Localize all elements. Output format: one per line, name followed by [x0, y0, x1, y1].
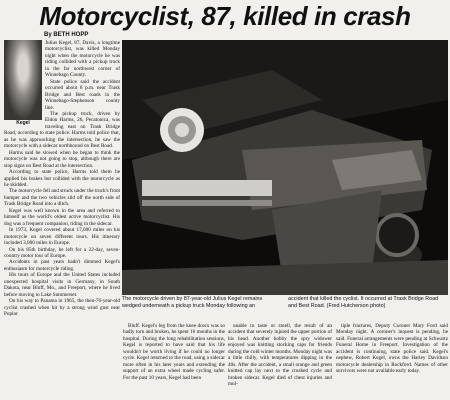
photo-caption-left: The motorcycle driven by 87-year-old Julius Kegel remains wedged underneath a pickup truck Monday following an [122, 296, 263, 309]
byline: By BETH HOPP [44, 32, 89, 38]
paragraph: Bluff. Kegel's leg from the knee down was so badly torn and broken, he spent 16 months in the hospital. During the long rehabilitation sessions, Kegel is reported to have said that his life wouldn't be worth living if he could no longer cycle. Kegel returned to the road, using a sidecar more often in his later years and extending the support of an extra wheel made cycling safer. For the past 10 years, Kegel had been [123, 323, 225, 381]
paragraph: tiple fractures, Deputy Coroner Mary Ford said Monday night. A coroner's inquest is pending, he said. Funeral arrangements were pending at Schwartz Funeral Home in Freeport. Investigation of the accident is continuing, state police said. Kegel's nephew, Robert Kegel, owns the Harley Davidson motorcycle dealership in Rockford. Names of other survivors were not available early today. [336, 323, 448, 375]
paragraph: Kegel was well known in the area and referred to himself as the world's oldest active motorcyclist. His dog was a frequent companion, riding in the sidecar. [4, 207, 120, 227]
photo-caption [122, 296, 448, 322]
paragraph: On his way to Panama in 1965, the then-76-year-old cyclist crashed when hit by a strong wind gust near Poplar [4, 298, 120, 318]
paragraph: State police said the accident occurred about 8 p.m. near Trask Bridge and Best roads in the Winnebago-Stephenson county line. [45, 78, 120, 111]
photo-caption-right: accident that killed the cyclist. It occurred at Trask Bridge Road and Best Road. (Fred Hutcherson photo) [288, 296, 439, 309]
headline: Motorcyclist, 87, killed in crash [39, 1, 411, 31]
paragraph: Julius Kegel, 87, Davis, a longtime motorcyclist, was killed Monday night when the motorcycle he was riding collided with a pickup truck in the far northwest corner of Winnebago County. [45, 40, 120, 79]
crash-photo-image [122, 40, 448, 295]
crash-photo [122, 40, 448, 295]
inset-portrait [4, 40, 42, 126]
kegel-portrait-image [4, 40, 42, 120]
paragraph: His tours of Europe and the United States included unexpected hospital visits in Germany, in South Dakota, near Bluff, Mo., and Freeport, where he lived before moving to Lake Summerset. [4, 272, 120, 298]
article-column-1 [4, 40, 120, 398]
inset-caption: Kegel [16, 120, 30, 126]
paragraph: Accidents in past years hadn't dimmed Kegel's enthusiasm for motorcycle riding. [4, 259, 120, 272]
paragraph: Harms said he slowed when he began to think the motorcycle was not going to stop, although there are stop signs on Best Road at the intersection. [4, 149, 120, 169]
paragraph: The pickup truck, driven by Eldon Harms, 26, Pecatonica, was traveling east on Trask Bridge Road, according to state police. Harms told police that, as he was approaching the intersection, he saw the motorcycle with a sidecar northbound on Best Road. [4, 110, 120, 150]
article-column-2 [123, 323, 225, 399]
paragraph: The motorcycle fell and struck under the truck's front bumper and the two vehicles slid off the north side of Trask Bridge Road into a ditch. [4, 188, 120, 208]
article-column-4 [336, 323, 448, 399]
paragraph: According to state police, Harms told them he applied his brakes but collided with the motorcycle as he skidded. [4, 169, 120, 188]
paragraph: unable to taste or smell, the result of an accident that severely injured the upper portion of his head. Another hobby the spry widower enjoyed was knitting stocking caps for friends during the cold winter months. Monday night was a little chilly, with temperatures dipping in the 40s. After the accident, a small orange and green knitted cap lay next to the crushed cycle and broken sidecar. Kegel died of chest injuries and mul- [228, 323, 332, 388]
article-column-3 [228, 323, 332, 399]
paragraph: In 1973, Kegel covered about 17,000 miles on his motorcycle on seven different tours. His itinerary included 3,000 miles in Europe. [4, 227, 120, 247]
paragraph: On his 85th birthday, he left for a 22-day, seven-country motor tour of Europe. [4, 246, 120, 259]
